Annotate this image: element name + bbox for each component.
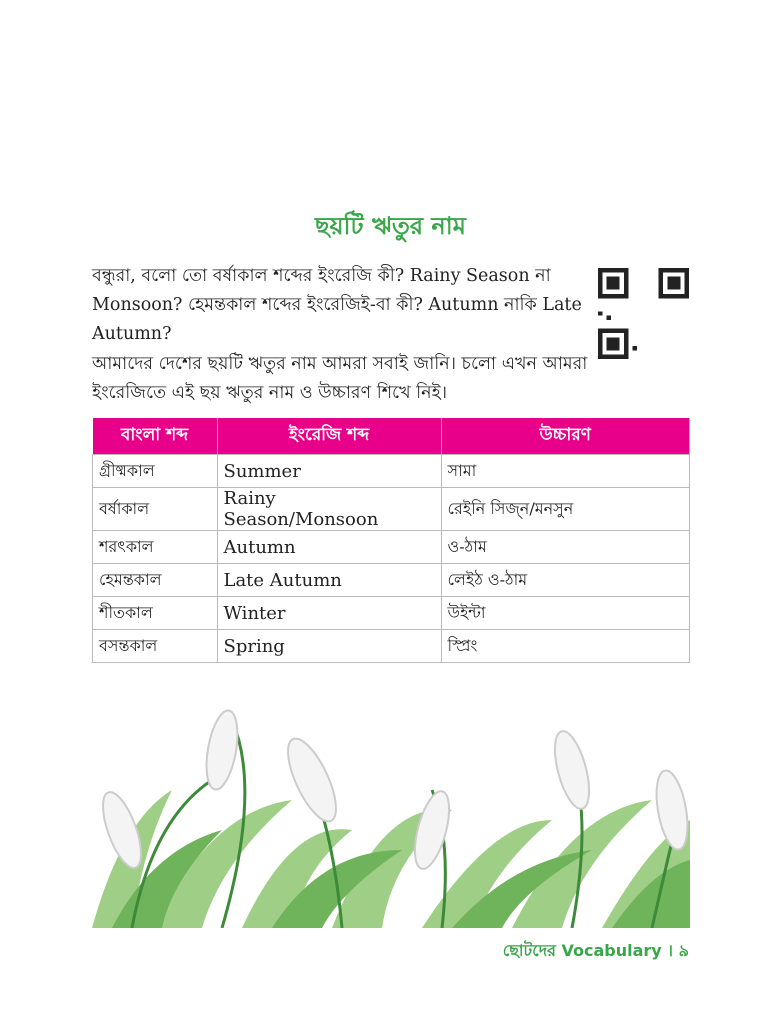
header-pronunciation: উচ্চারণ [441,418,690,455]
cell-pronunciation: রেইনি সিজ্‌ন/মনসুন [441,488,690,531]
cell-pronunciation: উইন্টা [441,597,690,630]
cell-bangla: হেমন্তকাল [93,564,218,597]
header-bangla: বাংলা শব্দ [93,418,218,455]
cell-bangla: গ্রীষ্মকাল [93,455,218,488]
page-title: ছয়টি ঋতুর নাম [314,212,466,240]
table-row [93,564,690,597]
grass-illustration [92,700,690,928]
cell-pronunciation: সামা [441,455,690,488]
header-english: ইংরেজি শব্দ [217,418,441,455]
footer-separator: । [667,941,674,960]
table-row [93,630,690,663]
cell-english: Autumn [217,531,441,564]
intro-paragraph: বন্ধুরা, বলো তো বর্ষাকাল শব্দের ইংরেজি কী? Rainy Season না Monsoon? হেমন্তকাল শব্দের ইংরেজিই-বা কী? Autumn নাকি Late Autumn? [92,266,582,344]
table-row [93,488,690,531]
cell-english: Rainy Season/Monsoon [217,488,441,531]
cell-english: Winter [217,597,441,630]
cell-pronunciation: লেইঠ ও-ঠাম [441,564,690,597]
cell-english: Spring [217,630,441,663]
cell-bangla: বসন্তকাল [93,630,218,663]
page-footer [503,938,689,965]
table-row [93,455,690,488]
seasons-table [92,418,690,663]
cell-pronunciation: স্প্রিং [441,630,690,663]
cell-english: Summer [217,455,441,488]
cell-english: Late Autumn [217,564,441,597]
cell-bangla: বর্ষাকাল [93,488,218,531]
qr-code [598,268,689,359]
table-header-row [93,418,690,455]
cell-bangla: শরৎকাল [93,531,218,564]
second-paragraph: আমাদের দেশের ছয়টি ঋতুর নাম আমরা সবাই জানি। চলো এখন আমরা ইংরেজিতে এই ছয় ঋতুর নাম ও উচ্চারণ শিখে নিই। [92,354,588,403]
cell-pronunciation: ও-ঠাম [441,531,690,564]
book-title: ছোটদের Vocabulary [502,941,662,960]
page-number: ৯ [678,941,689,960]
table-row [93,597,690,630]
cell-bangla: শীতকাল [93,597,218,630]
table-row [93,531,690,564]
